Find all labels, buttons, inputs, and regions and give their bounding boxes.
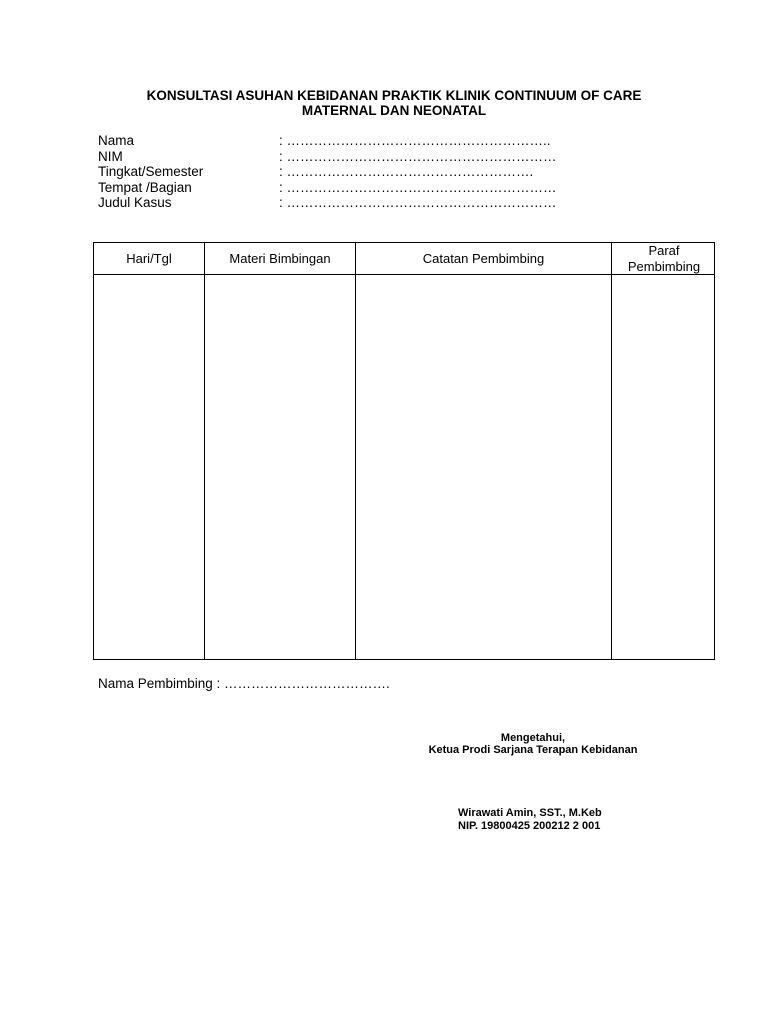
field-label-judul-kasus: Judul Kasus — [98, 195, 172, 210]
consultation-table — [93, 242, 715, 660]
column-divider — [204, 243, 205, 659]
signature-position: Ketua Prodi Sarjana Terapan Kebidanan — [428, 744, 638, 756]
field-label-tempat-bagian: Tempat /Bagian — [98, 180, 192, 195]
header-divider — [94, 274, 714, 275]
signature-nip: NIP. 19800425 200212 2 001 — [458, 820, 601, 832]
column-divider — [611, 243, 612, 659]
field-value-judul-kasus: : …………………………………………………… — [279, 195, 557, 210]
signature-name: Wirawati Amin, SST., M.Keb — [458, 807, 602, 819]
table-header-materi-bimbingan: Materi Bimbingan — [229, 250, 331, 266]
table-header-hari-tgl: Hari/Tgl — [126, 250, 172, 266]
table-header-catatan-pembimbing: Catatan Pembimbing — [422, 250, 545, 266]
document-title-line-1: KONSULTASI ASUHAN KEBIDANAN PRAKTIK KLINIK CONTINUUM OF CARE — [146, 88, 642, 103]
field-value-tingkat-semester: : ………………………………………………. — [279, 164, 534, 179]
nama-pembimbing-line: Nama Pembimbing : ………………………………. — [98, 676, 390, 691]
table-header-paraf-pembimbing: Paraf Pembimbing — [627, 242, 701, 274]
signature-acknowledged-label: Mengetahui, — [500, 732, 566, 744]
field-value-tempat-bagian: : …………………………………………………… — [279, 180, 557, 195]
document-title-line-2: MATERNAL DAN NEONATAL — [301, 103, 487, 118]
field-label-tingkat-semester: Tingkat/Semester — [98, 164, 204, 179]
field-value-nama: : ………………………………………………….. — [279, 133, 551, 148]
field-label-nim: NIM — [98, 149, 123, 164]
column-divider — [355, 243, 356, 659]
field-label-nama: Nama — [98, 133, 135, 148]
field-value-nim: : …………………………………………………… — [279, 149, 557, 164]
